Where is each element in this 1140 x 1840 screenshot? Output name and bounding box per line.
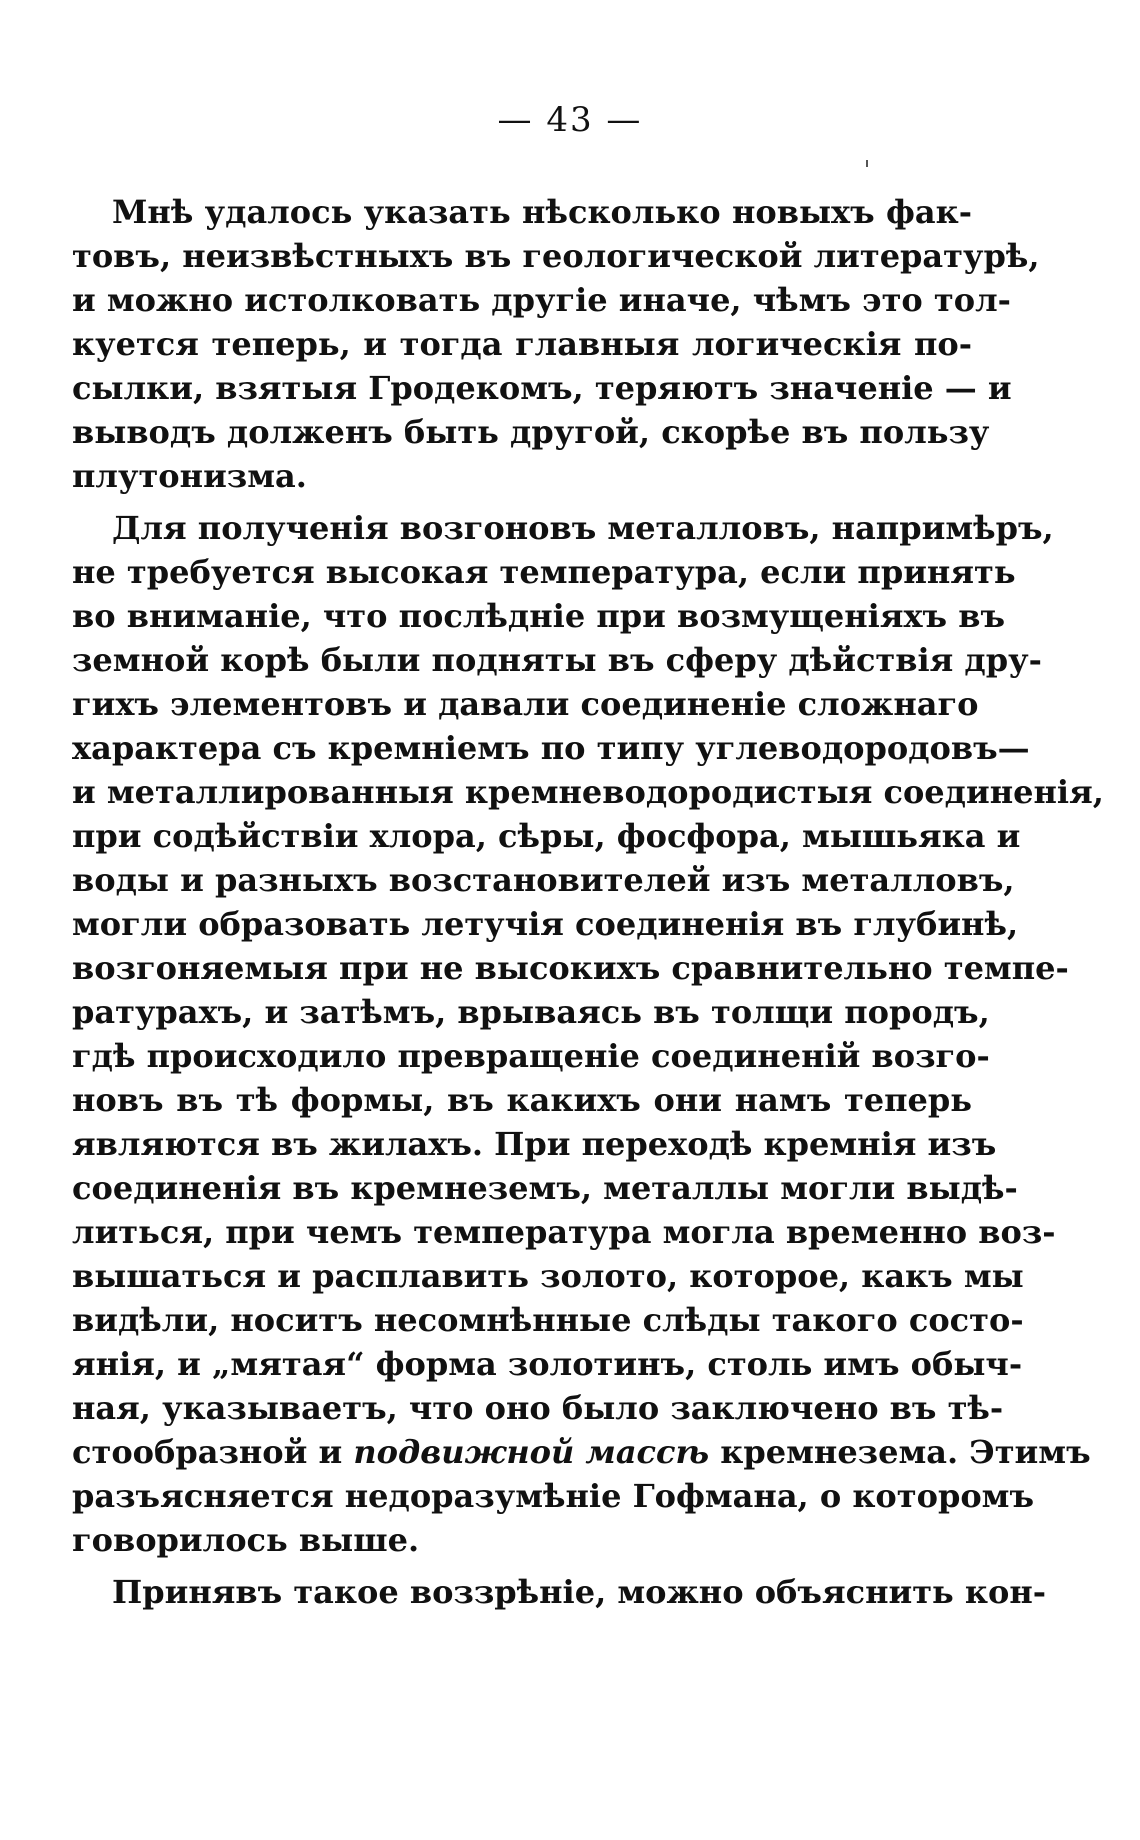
text-line: Мнѣ удалось указать нѣсколько новыхъ фак- xyxy=(112,193,972,231)
text-line: ная, указываетъ, что оно было заключено въ тѣ- xyxy=(72,1389,1004,1427)
text-line: гдѣ происходило превращеніе соединеній возго- xyxy=(72,1037,990,1075)
text-line: земной корѣ были подняты въ сферу дѣйствія дру- xyxy=(72,641,1042,679)
text-line: ратурахъ, и затѣмъ, врываясь въ толщи породъ, xyxy=(72,993,990,1031)
text-line: Для полученія возгоновъ металловъ, напримѣръ, xyxy=(112,509,1054,547)
text-line: новъ въ тѣ формы, въ какихъ они намъ теперь xyxy=(72,1081,972,1119)
text-line: могли образовать летучія соединенія въ глубинѣ, xyxy=(72,905,1019,943)
text-line: куется теперь, и тогда главныя логическія по- xyxy=(72,325,972,363)
text-line: и можно истолковать другіе иначе, чѣмъ это тол- xyxy=(72,281,1011,319)
text-line: плутонизма. xyxy=(72,457,307,495)
text-line: видѣли, носитъ несомнѣнные слѣды такого состо- xyxy=(72,1301,1024,1339)
text-segment: кремнезема. Этимъ xyxy=(709,1433,1091,1471)
text-line: возгоняемыя при не высокихъ сравнительно темпе- xyxy=(72,949,1069,987)
text-line: вышаться и расплавить золото, которое, какъ мы xyxy=(72,1257,1024,1295)
text-line: при содѣйствіи хлора, сѣры, фосфора, мышьяка и xyxy=(72,817,1021,855)
text-line: являются въ жилахъ. При переходѣ кремнія изъ xyxy=(72,1125,997,1163)
text-segment: стообразной и xyxy=(72,1433,354,1471)
text-line: выводъ долженъ быть другой, скорѣе въ пользу xyxy=(72,413,990,451)
text-line: и металлированныя кремневодородистыя соединенія, xyxy=(72,773,1104,811)
text-line: Принявъ такое воззрѣніе, можно объяснить кон- xyxy=(112,1573,1047,1611)
page-number: — 43 — xyxy=(497,100,643,140)
text-line: литься, при чемъ температура могла временно воз- xyxy=(72,1213,1056,1251)
text-line: во вниманіе, что послѣдніе при возмущеніяхъ въ xyxy=(72,597,1006,635)
text-line: янія, и „мятая“ форма золотинъ, столь имъ обыч- xyxy=(72,1345,1023,1383)
body-text xyxy=(72,190,1104,1614)
text-line: говорилось выше. xyxy=(72,1521,420,1559)
paragraph-3 xyxy=(72,1570,1047,1614)
italic-phrase: подвижной массѣ xyxy=(353,1433,710,1471)
text-line: воды и разныхъ возстановителей изъ металловъ, xyxy=(72,861,1015,899)
text-line: разъясняется недоразумѣніе Гофмана, о которомъ xyxy=(72,1477,1034,1515)
text-line-mixed xyxy=(72,1430,1091,1474)
paragraph-2 xyxy=(72,506,1104,1562)
text-line: характера съ кремніемъ по типу углеводородовъ— xyxy=(72,729,1030,767)
text-line: гихъ элементовъ и давали соединеніе сложнаго xyxy=(72,685,979,723)
paragraph-1 xyxy=(72,190,1040,498)
text-line: сылки, взятыя Гродекомъ, теряютъ значеніе — и xyxy=(72,369,1012,407)
text-line: соединенія въ кремнеземъ, металлы могли выдѣ- xyxy=(72,1169,1018,1207)
text-line: не требуется высокая температура, если принять xyxy=(72,553,1016,591)
text-line: товъ, неизвѣстныхъ въ геологической литературѣ, xyxy=(72,237,1040,275)
ink-speck xyxy=(866,160,868,167)
